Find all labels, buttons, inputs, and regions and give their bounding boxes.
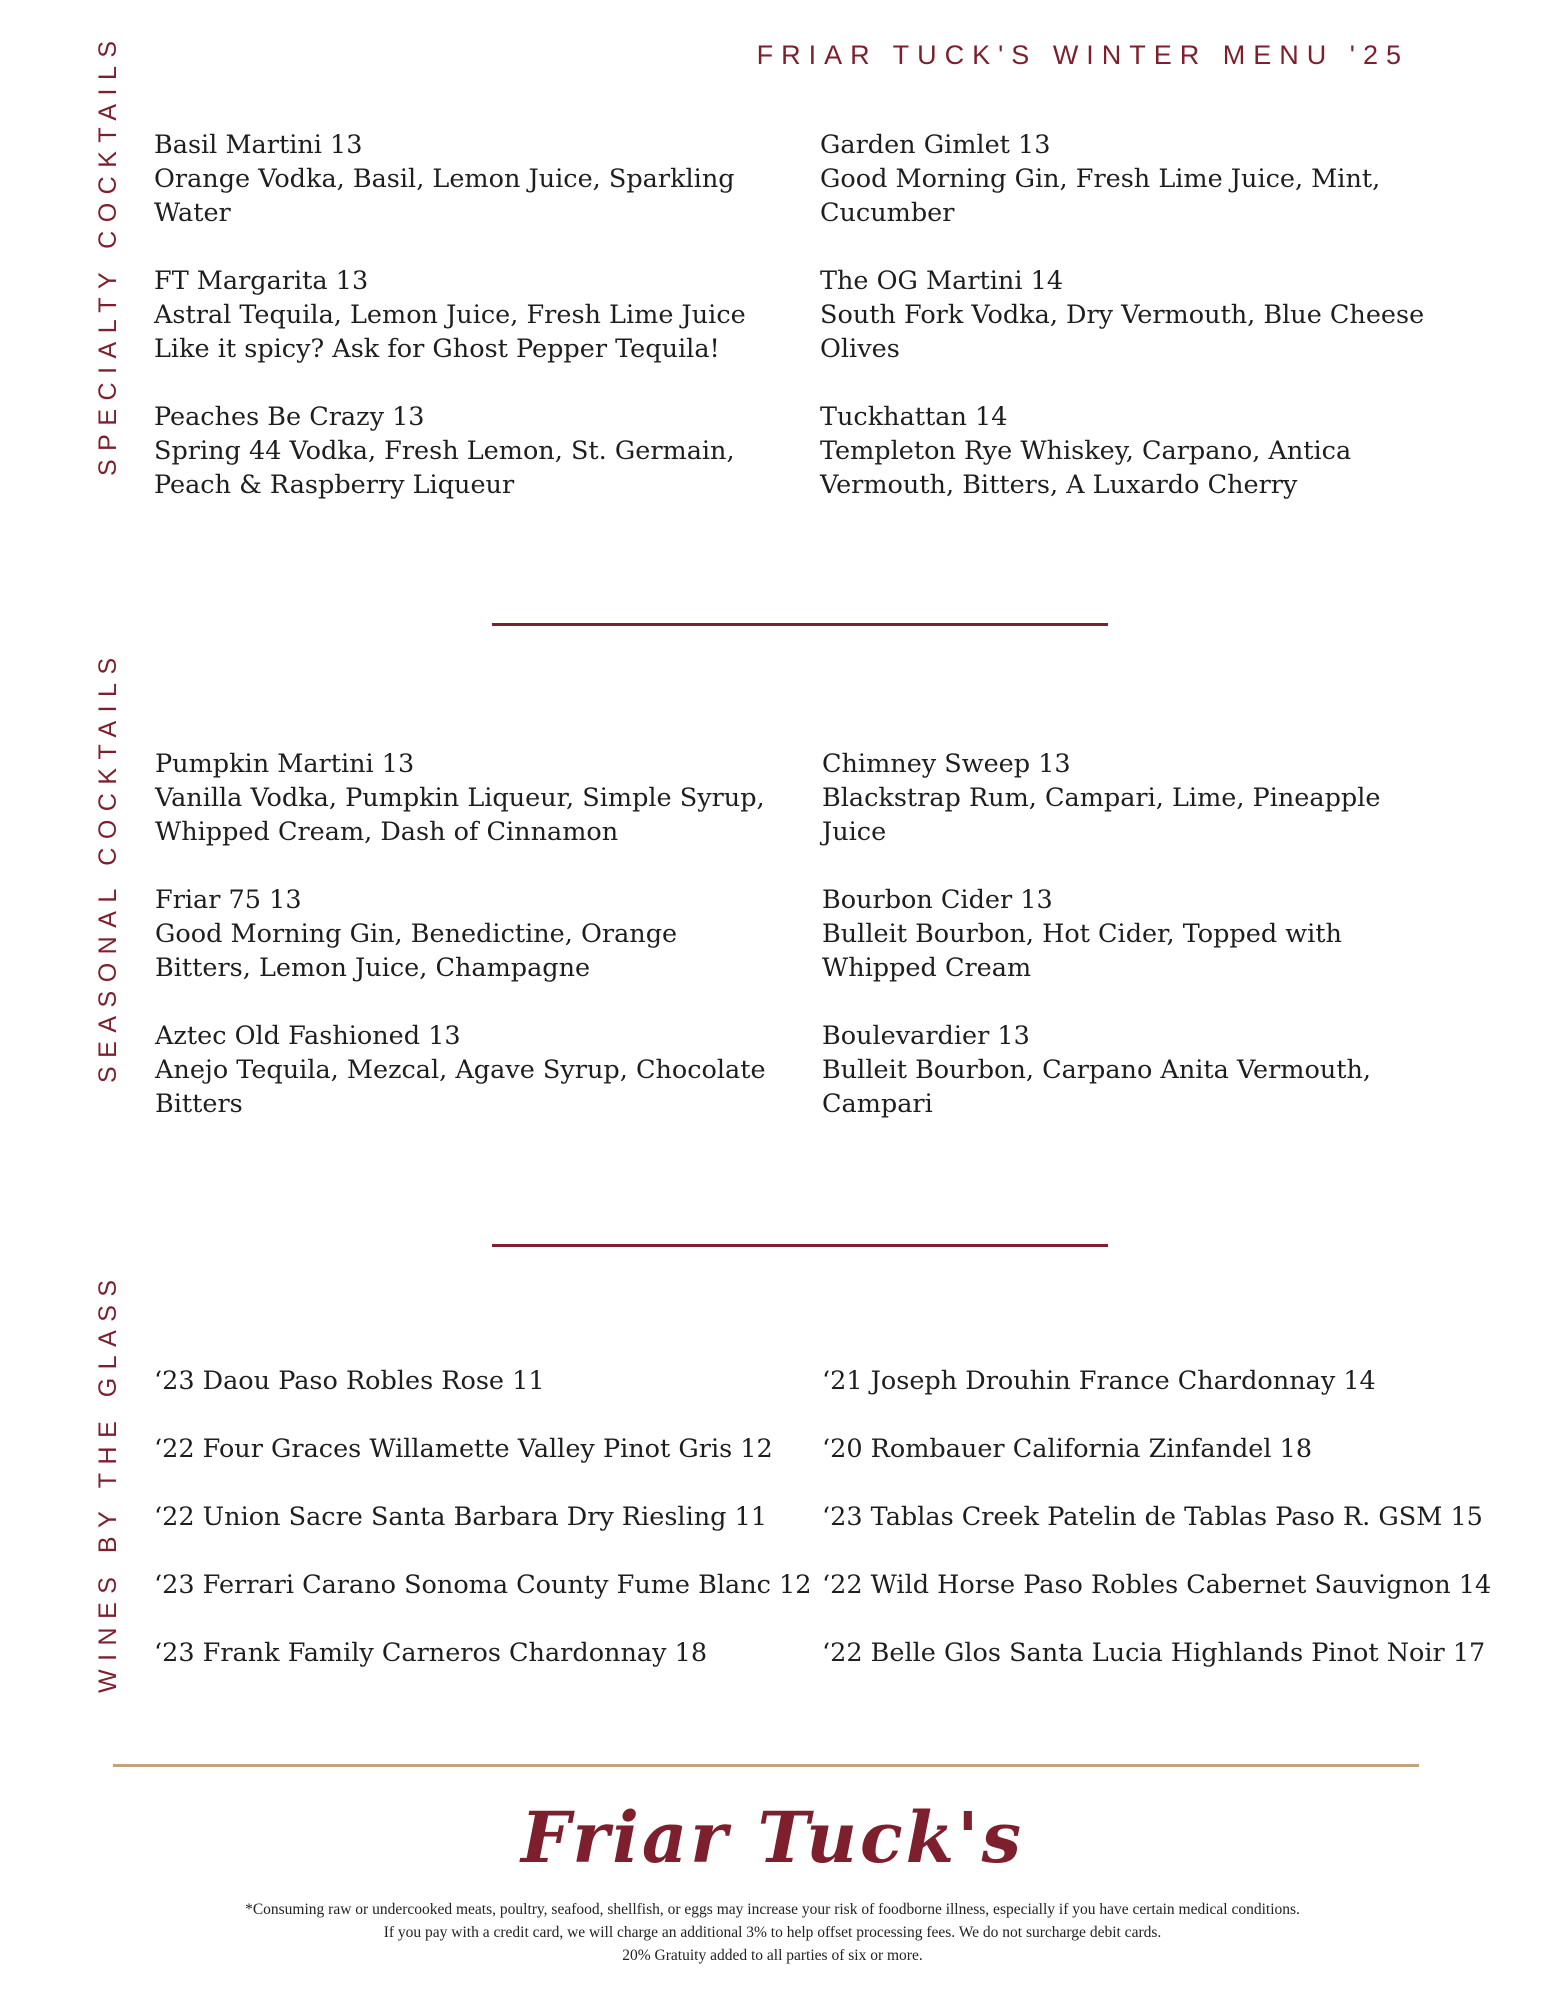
item-description: Astral Tequila, Lemon Juice, Fresh Lime Juice	[154, 300, 746, 330]
item-name: Peaches Be Crazy 13	[154, 402, 425, 432]
menu-item	[820, 400, 1440, 502]
item-description: Blackstrap Rum, Campari, Lime, Pineapple Juice	[822, 783, 1381, 847]
item-name: Chimney Sweep 13	[822, 749, 1071, 779]
seasonal-left-column	[155, 747, 775, 1155]
item-name: Basil Martini 13	[154, 130, 363, 160]
item-description: Templeton Rye Whiskey, Carpano, Antica Vermouth, Bitters, A Luxardo Cherry	[820, 436, 1352, 500]
footer-disclaimer	[0, 1898, 1545, 1967]
section-label-seasonal: SEASONAL COCKTAILS	[94, 649, 122, 1083]
menu-item	[820, 128, 1440, 230]
wines-left-column	[154, 1364, 812, 1704]
footer-line: 20% Gratuity added to all parties of six or more.	[622, 1947, 923, 1964]
item-description: Orange Vodka, Basil, Lemon Juice, Sparkling Water	[154, 164, 735, 228]
footer-line: *Consuming raw or undercooked meats, poultry, seafood, shellfish, or eggs may increase your risk of foodborne illness, especially if you have certain medical conditions.	[245, 1901, 1300, 1918]
item-name: Tuckhattan 14	[820, 402, 1008, 432]
item-name: FT Margarita 13	[154, 266, 369, 296]
wine-item: ‘23 Ferrari Carano Sonoma County Fume Blanc 12	[154, 1570, 812, 1600]
item-description: Vanilla Vodka, Pumpkin Liqueur, Simple Syrup, Whipped Cream, Dash of Cinnamon	[155, 783, 765, 847]
wine-item: ‘22 Wild Horse Paso Robles Cabernet Sauvignon 14	[822, 1570, 1492, 1600]
menu-item	[155, 747, 775, 849]
menu-item	[154, 128, 774, 230]
item-description: Good Morning Gin, Benedictine, Orange Bitters, Lemon Juice, Champagne	[155, 919, 678, 983]
specialty-right-column	[820, 128, 1440, 536]
menu-item	[155, 1019, 775, 1121]
section-label-specialty: SPECIALTY COCKTAILS	[94, 32, 122, 476]
item-description: South Fork Vodka, Dry Vermouth, Blue Cheese Olives	[820, 300, 1425, 364]
menu-item	[820, 264, 1440, 366]
wine-item: ‘20 Rombauer California Zinfandel 18	[822, 1434, 1313, 1464]
item-name: Boulevardier 13	[822, 1021, 1030, 1051]
friar-tucks-logo: Friar Tuck's	[520, 1796, 1025, 1879]
section-divider	[492, 623, 1108, 626]
item-name: Friar 75 13	[155, 885, 302, 915]
item-name: The OG Martini 14	[820, 266, 1064, 296]
item-description: Bulleit Bourbon, Hot Cider, Topped with Whipped Cream	[822, 919, 1342, 983]
item-name: Garden Gimlet 13	[820, 130, 1051, 160]
section-divider	[492, 1244, 1108, 1247]
footer-rule	[113, 1764, 1419, 1767]
item-name: Bourbon Cider 13	[822, 885, 1053, 915]
wine-item: ‘21 Joseph Drouhin France Chardonnay 14	[822, 1366, 1376, 1396]
menu-title: FRIAR TUCK'S WINTER MENU '25	[756, 40, 1409, 70]
wine-item: ‘22 Belle Glos Santa Lucia Highlands Pinot Noir 17	[822, 1638, 1486, 1668]
item-name: Aztec Old Fashioned 13	[155, 1021, 461, 1051]
wine-item: ‘22 Four Graces Willamette Valley Pinot Gris 12	[154, 1434, 773, 1464]
menu-item	[822, 883, 1442, 985]
item-name: Pumpkin Martini 13	[155, 749, 415, 779]
menu-item	[155, 883, 775, 985]
specialty-left-column	[154, 128, 774, 536]
wine-item: ‘23 Daou Paso Robles Rose 11	[154, 1366, 545, 1396]
seasonal-right-column	[822, 747, 1442, 1155]
wine-item: ‘23 Frank Family Carneros Chardonnay 18	[154, 1638, 708, 1668]
wines-right-column	[822, 1364, 1502, 1704]
item-note: Like it spicy? Ask for Ghost Pepper Tequila!	[154, 334, 720, 364]
menu-item	[822, 747, 1442, 849]
wine-item: ‘22 Union Sacre Santa Barbara Dry Riesling 11	[154, 1502, 768, 1532]
section-label-wines: WINES BY THE GLASS	[94, 1271, 122, 1693]
item-description: Anejo Tequila, Mezcal, Agave Syrup, Chocolate Bitters	[155, 1055, 766, 1119]
wine-item: ‘23 Tablas Creek Patelin de Tablas Paso R. GSM 15	[822, 1502, 1483, 1532]
item-description: Good Morning Gin, Fresh Lime Juice, Mint, Cucumber	[820, 164, 1381, 228]
footer-line: If you pay with a credit card, we will charge an additional 3% to help offset processing fees. We do not surcharge debit cards.	[383, 1924, 1162, 1941]
item-description: Bulleit Bourbon, Carpano Anita Vermouth, Campari	[822, 1055, 1372, 1119]
menu-item	[154, 400, 774, 502]
menu-item	[822, 1019, 1442, 1121]
item-description: Spring 44 Vodka, Fresh Lemon, St. Germain, Peach & Raspberry Liqueur	[154, 436, 735, 500]
menu-item	[154, 264, 774, 366]
